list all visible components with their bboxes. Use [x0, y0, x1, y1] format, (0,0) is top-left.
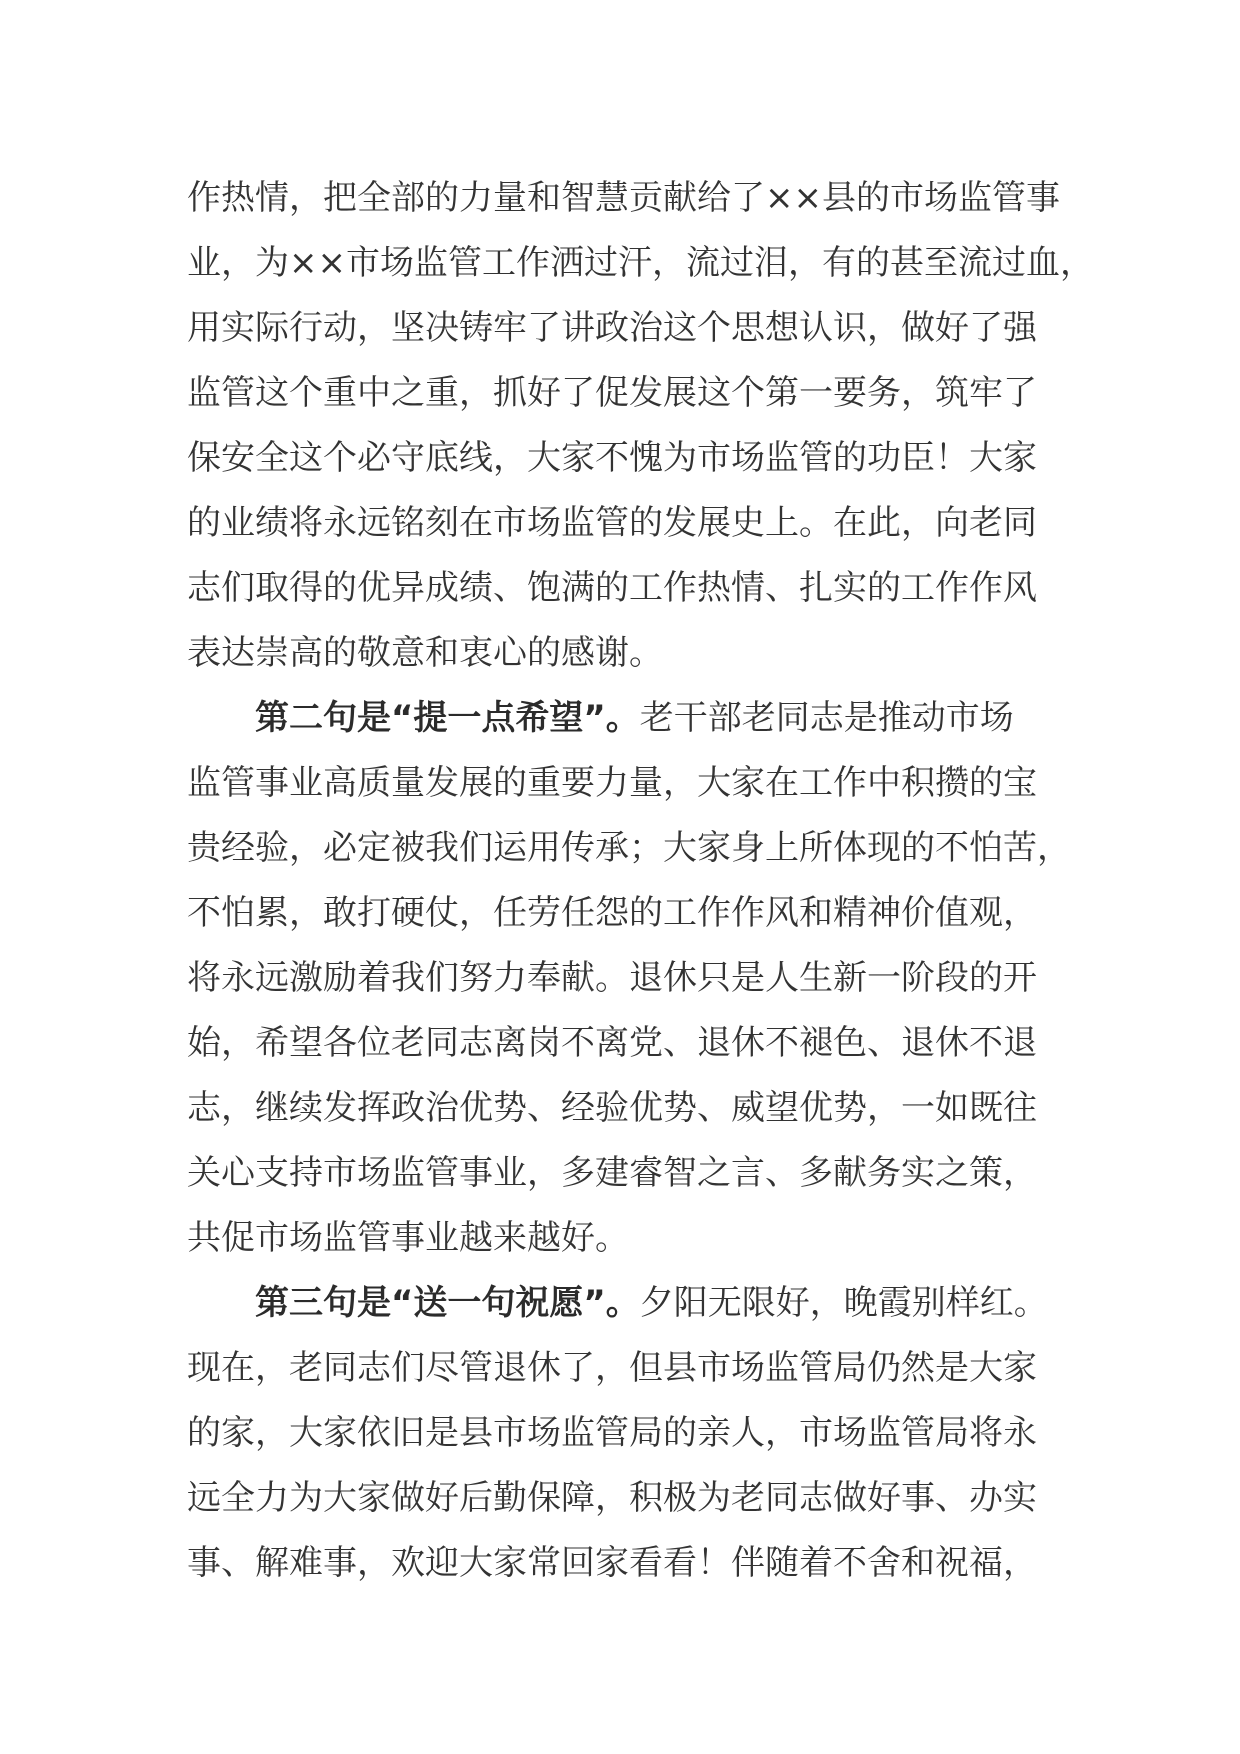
paragraph-3	[187, 1271, 1087, 1596]
text-line: 作热情，把全部的力量和智慧贡献给了××县的市场监管事	[187, 178, 1060, 218]
text-line: 保安全这个必守底线，大家不愧为市场监管的功臣！大家	[187, 438, 1037, 478]
text-line: 的家，大家依旧是县市场监管局的亲人，市场监管局将永	[187, 1413, 1037, 1453]
text-line: 用实际行动，坚决铸牢了讲政治这个思想认识，做好了强	[187, 308, 1037, 348]
text-line: 志们取得的优异成绩、饱满的工作热情、扎实的工作作风	[187, 568, 1037, 608]
paragraph-1	[187, 166, 1094, 686]
text-line: 志，继续发挥政治优势、经验优势、威望优势，一如既往	[187, 1088, 1037, 1128]
text-run: 夕阳无限好，晚霞别样红。	[639, 1283, 1048, 1323]
text-line: 事、解难事，欢迎大家常回家看看！伴随着不舍和祝福，	[187, 1543, 1037, 1583]
document-body	[187, 166, 1094, 1596]
text-line: 贵经验，必定被我们运用传承；大家身上所体现的不怕苦，	[187, 828, 1071, 868]
text-line: 远全力为大家做好后勤保障，积极为老同志做好事、办实	[187, 1478, 1037, 1518]
text-line: 将永远激励着我们努力奉献。退休只是人生新一阶段的开	[187, 958, 1037, 998]
text-line	[187, 686, 1087, 751]
paragraph-heading: 第二句是“提一点希望”。	[255, 698, 640, 738]
text-line: 关心支持市场监管事业，多建睿智之言、多献务实之策，	[187, 1153, 1037, 1193]
text-line: 业，为××市场监管工作洒过汗，流过泪，有的甚至流过血，	[187, 243, 1094, 283]
paragraph-2	[187, 686, 1087, 1271]
paragraph-heading: 第三句是“送一句祝愿”。	[255, 1283, 640, 1323]
text-line: 的业绩将永远铭刻在市场监管的发展史上。在此，向老同	[187, 503, 1037, 543]
text-run: 老干部老同志是推动市场	[639, 698, 1014, 738]
text-line	[187, 1271, 1087, 1336]
text-line: 不怕累，敢打硬仗，任劳任怨的工作作风和精神价值观，	[187, 893, 1037, 933]
text-line: 表达崇高的敬意和衷心的感谢。	[187, 633, 663, 673]
text-line: 共促市场监管事业越来越好。	[187, 1218, 629, 1258]
text-line: 现在，老同志们尽管退休了，但县市场监管局仍然是大家	[187, 1348, 1037, 1388]
text-line: 监管这个重中之重，抓好了促发展这个第一要务，筑牢了	[187, 373, 1037, 413]
text-line: 始，希望各位老同志离岗不离党、退休不褪色、退休不退	[187, 1023, 1037, 1063]
text-line: 监管事业高质量发展的重要力量，大家在工作中积攒的宝	[187, 763, 1037, 803]
